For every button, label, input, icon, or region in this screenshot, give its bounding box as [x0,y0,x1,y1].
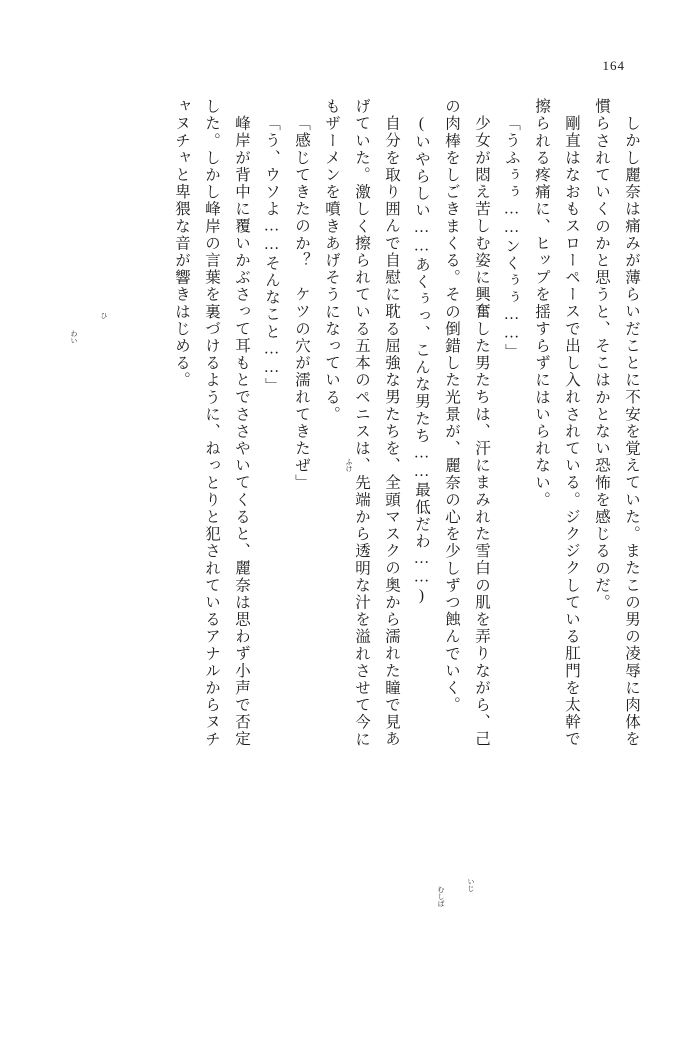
text-column: 「う、ウソよ……そんなこと……」 [263,115,280,395]
text-column: 慣らされていくのかと思うと、そこはかとない恐怖を感じるのだ。 [593,98,610,611]
text-column: 少女が悶え苦しむ姿に興奮した男たちは、汗にまみれた雪白の肌を弄りながら、己 [473,115,490,748]
ruby-annotation: ひ [100,312,108,319]
text-column: 峰岸が背中に覆いかぶさって耳もとでささやいてくると、麗奈は思わず小声で否定 [233,115,250,748]
text-column: もザーメンを噴きあげそうになっている。 [323,98,340,423]
text-column: 自分を取り囲んで自慰に耽る屈強な男たちを、全頭マスクの奥から濡れた瞳で見あ [383,115,400,748]
text-column: した。しかし峰岸の言葉を裏づけるように、ねっとりと犯されているアナルからヌチ [203,98,220,748]
ruby-annotation: むしば [437,886,445,907]
vertical-text-body [58,98,639,978]
text-column: 「感じてきたのか？ ケツの穴が濡れてきたぜ」 [293,115,310,492]
text-column: ャヌチャと卑猥な音が響きはじめる。 [173,98,190,389]
text-column: の肉棒をしごきまくる。その倒錯した光景が、麗奈の心を少しずつ蝕んでいく。 [443,98,460,714]
text-column: 「うふぅぅ……ンくぅぅ……」 [503,115,520,361]
text-column: げていた。激しく擦られている五本のペニスは、先端から透明な汁を溢れさせて今に [353,98,370,748]
ruby-annotation: いじ [467,878,475,892]
text-column: 剛直はなおもスローペースで出し入れされている。ジクジクしている肛門を太幹で [563,115,580,748]
ruby-annotation: ふけ [345,458,353,472]
ruby-annotation: わい [70,330,78,344]
text-column: しかし麗奈は痛みが薄らいだことに不安を覚えていた。またこの男の凌辱に肉体を [623,115,640,748]
text-column: 擦られる疼痛に、ヒップを揺すらずにはいられない。 [533,98,550,509]
page-number: 164 [602,58,625,73]
text-column: (いやらしい……あくぅっ、こんな男たち……最低だわ……) [413,115,430,606]
